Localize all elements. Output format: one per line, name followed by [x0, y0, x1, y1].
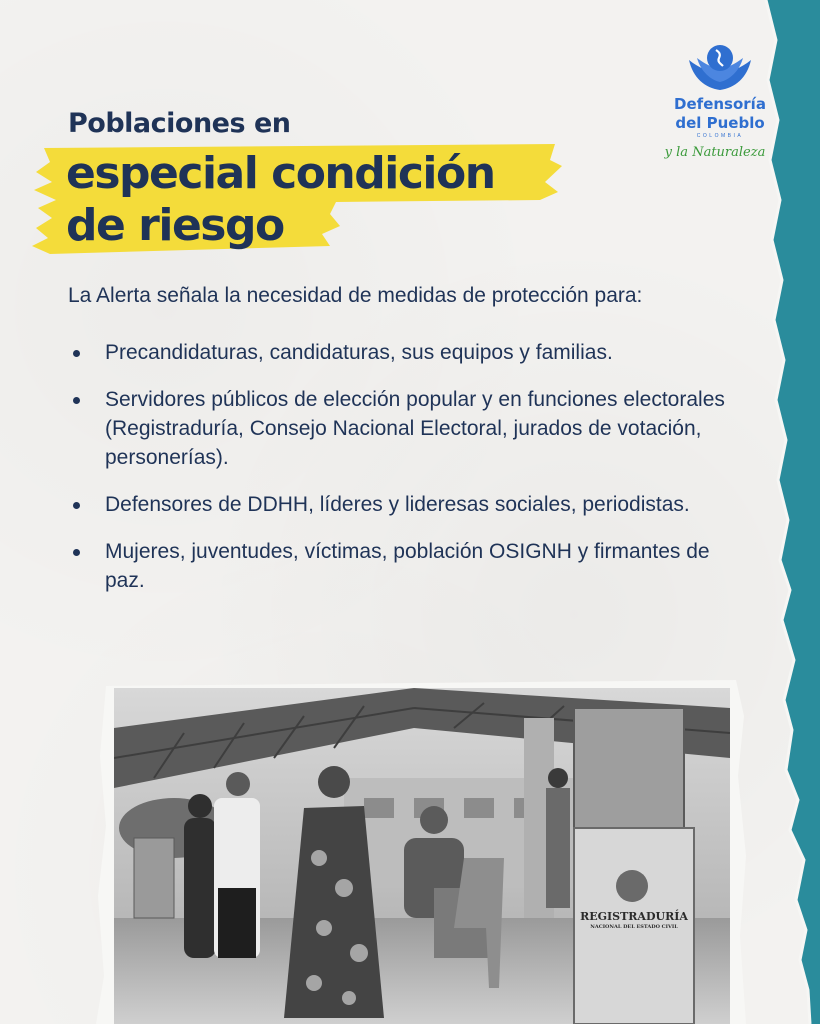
- intro-text: La Alerta señala la necesidad de medidas de protección para:: [68, 284, 643, 307]
- voting-scene-photo: [114, 688, 730, 1024]
- list-item: Mujeres, juventudes, víctimas, población OSIGNH y firmantes de paz.: [70, 537, 740, 595]
- booth-label-subtitle: NACIONAL DEL ESTADO CIVIL: [590, 924, 678, 930]
- logo-country: COLOMBIA: [696, 133, 744, 139]
- photo-frame: [96, 676, 748, 1024]
- heading-line1: Poblaciones en: [68, 108, 291, 139]
- list-item: Servidores públicos de elección popular y en funciones electorales (Registraduría, Consejo Nacional Electoral, jurados de votación, personerías).: [70, 385, 740, 472]
- defensoria-emblem-icon: [685, 42, 755, 94]
- booth-label-registraduria: REGISTRADURÍA: [580, 910, 688, 923]
- heading-line2: especial condición: [66, 148, 495, 199]
- bullet-list: [70, 338, 740, 613]
- heading-line3: de riesgo: [66, 200, 284, 251]
- logo-tagline: y la Naturaleza: [664, 145, 766, 160]
- logo-name-line2: del Pueblo: [675, 114, 765, 132]
- list-item: Defensores de DDHH, líderes y lideresas sociales, periodistas.: [70, 490, 740, 519]
- defensoria-logo: [660, 42, 780, 160]
- list-item: Precandidaturas, candidaturas, sus equipos y familias.: [70, 338, 740, 367]
- heading-main: [66, 148, 495, 252]
- logo-name-line1: Defensoría: [674, 95, 766, 113]
